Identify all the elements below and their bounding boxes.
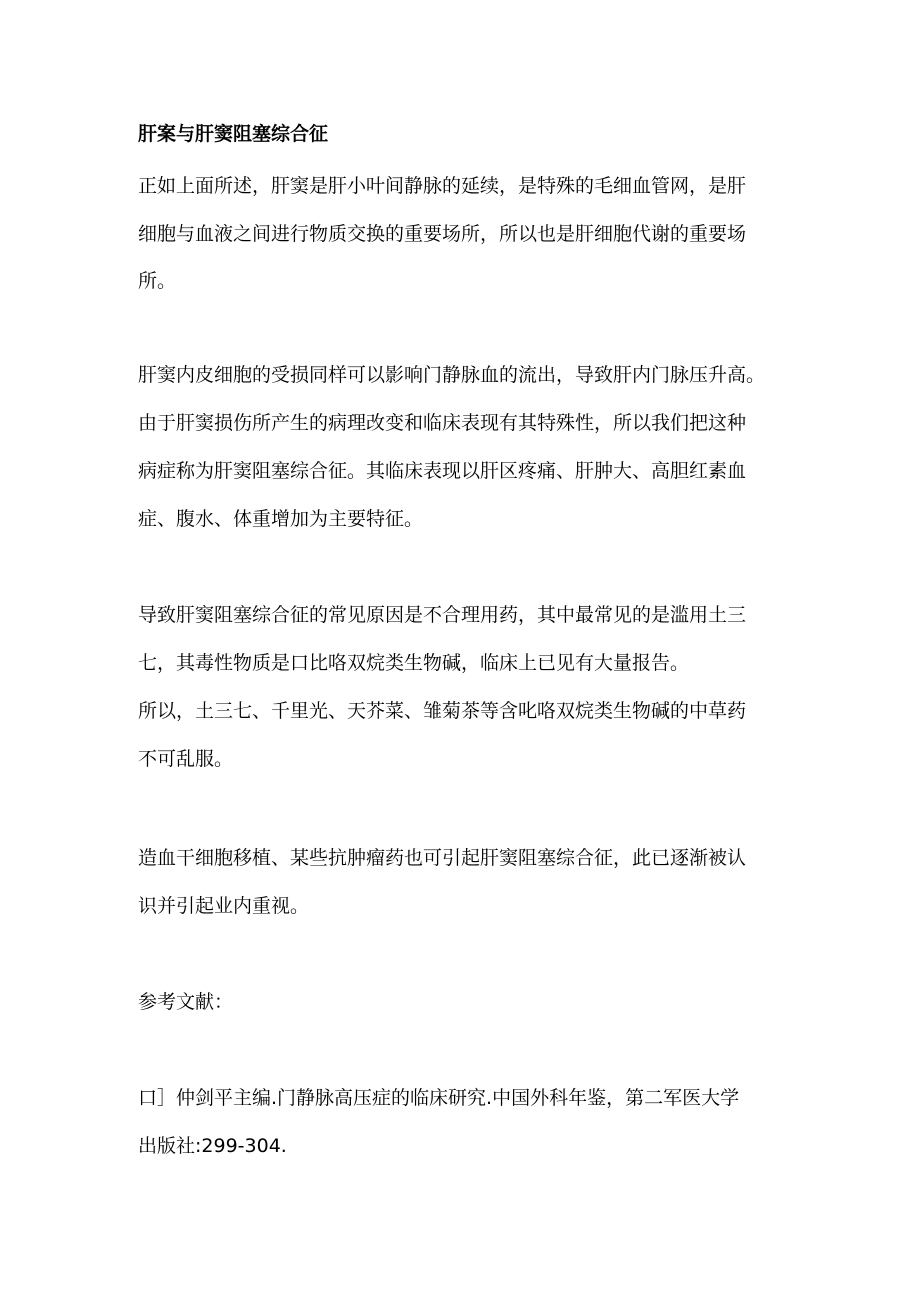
paragraph-1-line-1: 正如上面所述，肝窦是肝小叶间静脉的延续，是特殊的毛细血管网，是肝 (138, 175, 747, 197)
paragraph-1-line-3: 所。 (138, 270, 177, 292)
paragraph-2-line-4: 症、腹水、体重增加为主要特征。 (138, 508, 424, 530)
paragraph-4-line-1: 造血干细胞移植、某些抗肿瘤药也可引起肝窦阻塞综合征，此已逐渐被认 (138, 847, 747, 869)
paragraph-2-line-1: 肝窦内皮细胞的受损同样可以影响门静脉血的流出，导致肝内门脉压升高。 (138, 364, 766, 386)
reference-line-2: 出版社:299-304. (138, 1135, 287, 1157)
paragraph-4-line-2: 识并引起业内重视。 (138, 895, 310, 917)
paragraph-3-line-3: 所以，土三七、千里光、天芥菜、雏菊茶等含叱咯双烷类生物碱的中草药 (138, 700, 747, 722)
paragraph-3-line-2: 七，其毒性物质是口比咯双烷类生物碱，临床上已见有大量报告。 (138, 652, 690, 674)
paragraph-3-line-1: 导致肝窦阻塞综合征的常见原因是不合理用药，其中最常见的是滥用土三 (138, 604, 747, 626)
paragraph-2-line-2: 由于肝窦损伤所产生的病理改变和临床表现有其特殊性，所以我们把这种 (138, 412, 747, 434)
document-title: 肝案与肝窦阻塞综合征 (138, 123, 329, 145)
reference-line-1: 口］仲剑平主编.门静脉高压症的临床研究.中国外科年鉴，第二军医大学 (138, 1087, 740, 1109)
paragraph-3-line-4: 不可乱服。 (138, 748, 234, 770)
paragraph-2-line-3: 病症称为肝窦阻塞综合征。其临床表现以肝区疼痛、肝肿大、高胆红素血 (138, 460, 747, 482)
paragraph-1-line-2: 细胞与血液之间进行物质交换的重要场所，所以也是肝细胞代谢的重要场 (138, 223, 747, 245)
references-heading: 参考文献： (138, 991, 234, 1013)
